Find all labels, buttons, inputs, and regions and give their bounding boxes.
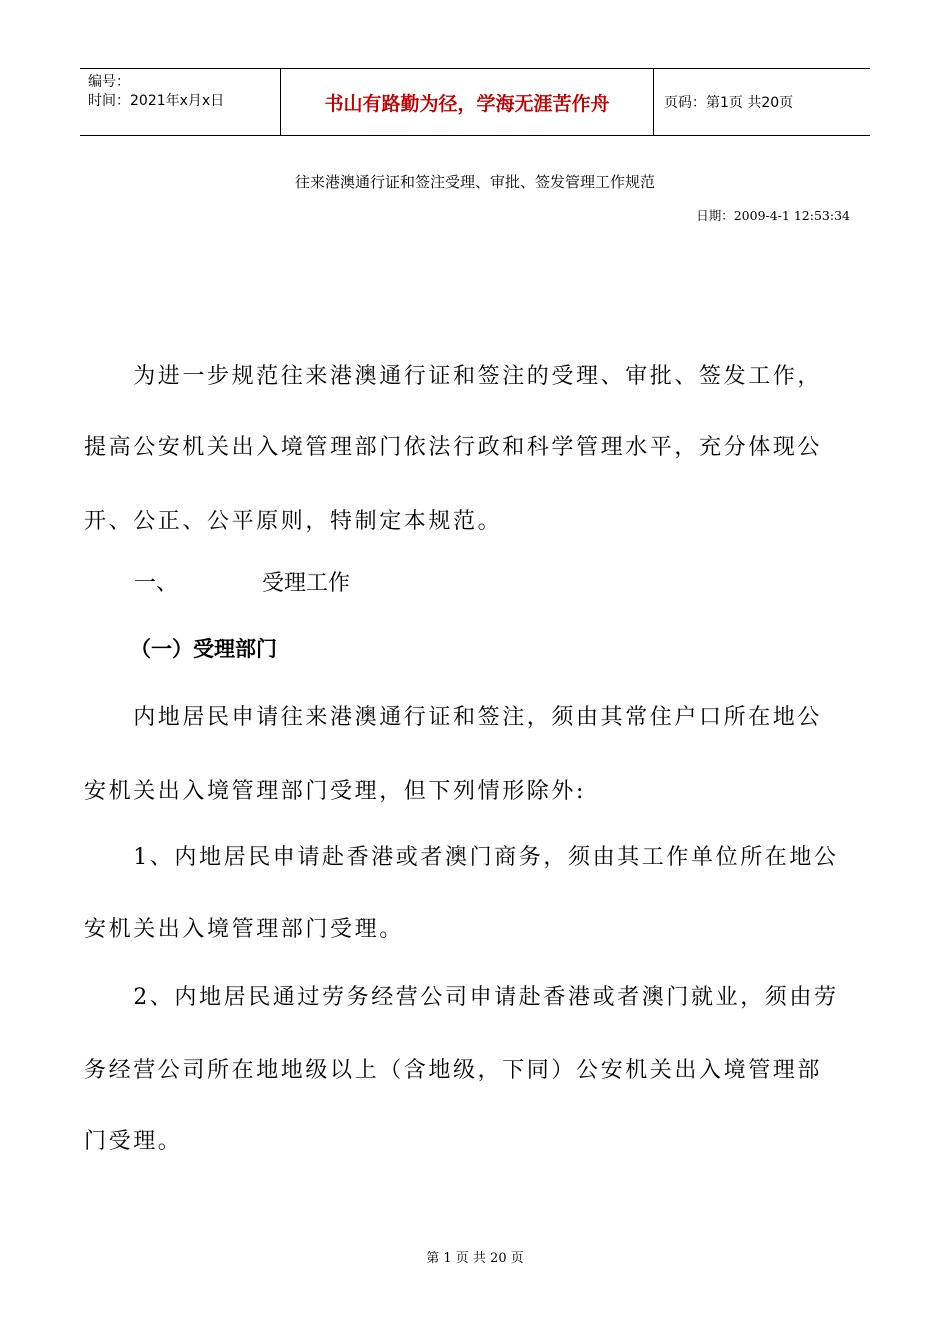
item2-line-1: 2、内地居民通过劳务经营公司申请赴香港或者澳门就业，须由劳 [84,985,839,1010]
item1-line-2: 安机关出入境管理部门受理。 [84,917,404,942]
item1-line-1: 1、内地居民申请赴香港或者澳门商务，须由其工作单位所在地公 [84,845,839,870]
item2-line-3: 门受理。 [84,1129,183,1154]
document-title: 往来港澳通行证和签注受理、审批、签发管理工作规范 [294,173,655,191]
section-title: 受理工作 [262,571,351,596]
header-page-info: 页码：第1页 共20页 [664,95,794,111]
paragraph-line-2: 安机关出入境管理部门受理，但下列情形除外: [84,779,587,804]
document-number-label: 编号： [88,74,130,90]
header-meta-cell [80,69,281,135]
header-page-info-cell [654,69,870,135]
footer-page-number: 第 1 页 共 20 页 [426,1251,524,1266]
header-motto-cell [281,69,654,135]
section-heading [134,566,350,597]
item2-line-2: 务经营公司所在地地级以上（含地级，下同）公安机关出入境管理部 [84,1058,823,1083]
intro-line-2: 提高公安机关出入境管理部门依法行政和科学管理水平，充分体现公 [84,435,823,460]
subsection-heading: （一）受理部门 [130,637,277,661]
header-motto: 书山有路勤为径，学海无涯苦作舟 [324,92,610,115]
intro-line-3: 开、公正、公平原则，特制定本规范。 [84,509,503,534]
document-time-label: 时间：2021年x月x日 [88,93,225,109]
section-number: 一、 [134,571,179,596]
paragraph-line-1: 内地居民申请往来港澳通行证和签注，须由其常住户口所在地公 [84,705,823,730]
document-date: 日期：2009-4-1 12:53:34 [696,208,850,223]
intro-line-1: 为进一步规范往来港澳通行证和签注的受理、审批、签发工作， [84,364,823,389]
header-table [80,68,870,136]
